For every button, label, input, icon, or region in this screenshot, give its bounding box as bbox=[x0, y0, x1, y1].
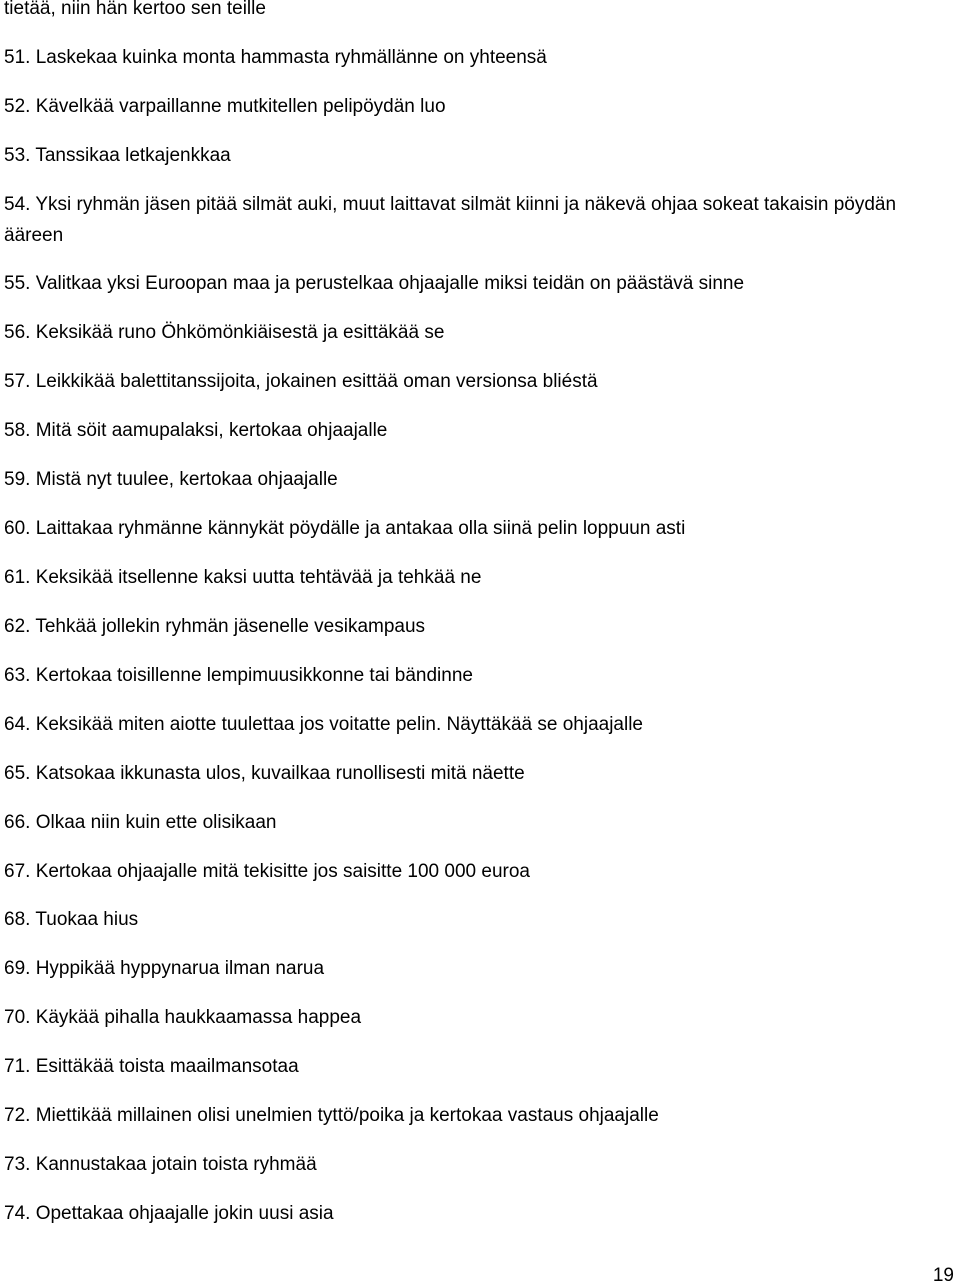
list-item: 57. Leikkikää balettitanssijoita, jokainen esittää oman versionsa bliéstä bbox=[4, 371, 598, 392]
list-item: 55. Valitkaa yksi Euroopan maa ja perustelkaa ohjaajalle miksi teidän on päästävä sinne bbox=[4, 273, 745, 294]
list-item: 58. Mitä söit aamupalaksi, kertokaa ohjaajalle bbox=[4, 420, 388, 441]
list-item: 72. Miettikää millainen olisi unelmien tyttö/poika ja kertokaa vastaus ohjaajalle bbox=[4, 1105, 659, 1126]
page-number: 19 bbox=[932, 1265, 954, 1286]
list-item: 53. Tanssikaa letkajenkkaa bbox=[4, 145, 231, 166]
list-item: 71. Esittäkää toista maailmansotaa bbox=[4, 1056, 299, 1077]
continuation-text: tietää, niin hän kertoo sen teille bbox=[4, 0, 266, 19]
list-item: 69. Hyppikää hyppynarua ilman narua bbox=[4, 958, 325, 979]
list-item: 68. Tuokaa hius bbox=[4, 909, 139, 930]
list-item: 65. Katsokaa ikkunasta ulos, kuvailkaa runollisesti mitä näette bbox=[4, 763, 525, 784]
list-item: 61. Keksikää itsellenne kaksi uutta tehtävää ja tehkää ne bbox=[4, 567, 482, 588]
list-item: 54. Yksi ryhmän jäsen pitää silmät auki, muut laittavat silmät kiinni ja näkevä ohjaa sokeat takaisin pöydän bbox=[4, 194, 897, 215]
list-item: 59. Mistä nyt tuulee, kertokaa ohjaajalle bbox=[4, 469, 338, 490]
list-item: 70. Käykää pihalla haukkaamassa happea bbox=[4, 1007, 362, 1028]
list-item: 52. Kävelkää varpaillanne mutkitellen pelipöydän luo bbox=[4, 96, 446, 117]
list-item: 67. Kertokaa ohjaajalle mitä tekisitte jos saisitte 100 000 euroa bbox=[4, 861, 530, 882]
list-item: 56. Keksikää runo Öhkömönkiäisestä ja esittäkää se bbox=[4, 322, 445, 343]
list-item: 64. Keksikää miten aiotte tuulettaa jos voitatte pelin. Näyttäkää se ohjaajalle bbox=[4, 714, 643, 735]
list-item: 63. Kertokaa toisillenne lempimuusikkonne tai bändinne bbox=[4, 665, 473, 686]
list-item: 66. Olkaa niin kuin ette olisikaan bbox=[4, 812, 277, 833]
list-item-continuation: ääreen bbox=[4, 225, 64, 246]
list-item: 74. Opettakaa ohjaajalle jokin uusi asia bbox=[4, 1203, 334, 1224]
list-item: 62. Tehkää jollekin ryhmän jäsenelle vesikampaus bbox=[4, 616, 426, 637]
list-item: 51. Laskekaa kuinka monta hammasta ryhmällänne on yhteensä bbox=[4, 47, 547, 68]
list-item: 60. Laittakaa ryhmänne kännykät pöydälle ja antakaa olla siinä pelin loppuun asti bbox=[4, 518, 686, 539]
list-item: 73. Kannustakaa jotain toista ryhmää bbox=[4, 1154, 317, 1175]
